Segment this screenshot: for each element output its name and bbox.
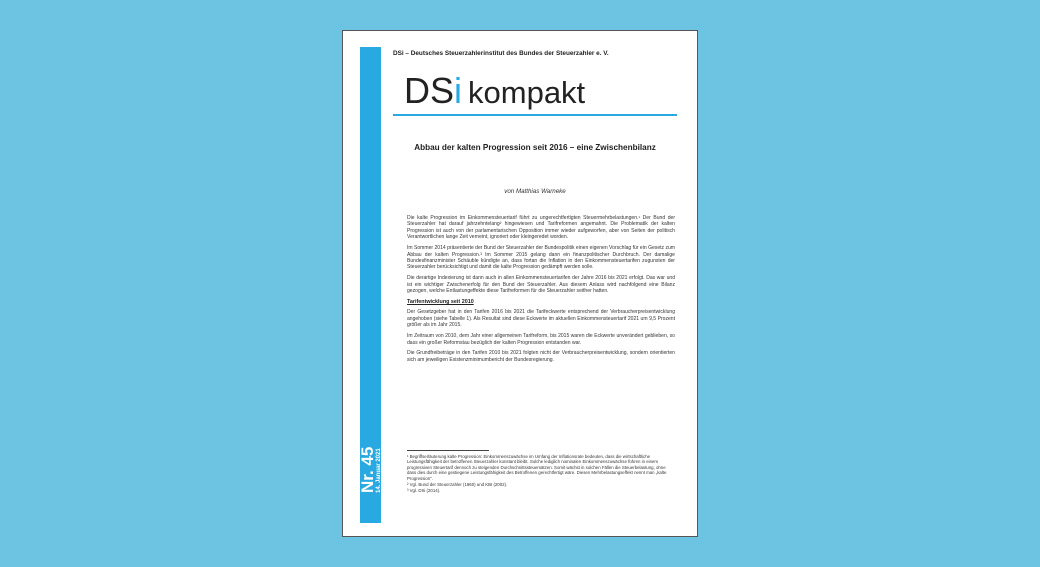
logo-ds: DS [404,70,455,111]
issue-number: Nr. 45 [358,446,377,493]
dsi-kompakt-logo [404,71,585,113]
paragraph: Im Zeitraum von 2010, dem Jahr einer allgemeinen Tarifreform, bis 2015 waren die Eckwerte unverändert geblieben, so dass ein großer Reformstau bezüglich der kalten Progression entstanden war. [407,333,675,346]
issue-date: 14. Januar 2021 [376,448,382,493]
footnote: ³ Vgl. DSi (2014). [407,488,441,494]
logo-i: i [454,70,463,111]
paragraph: Im Sommer 2014 präsentierte der Bund der Steuerzahler der Bundespolitik einen eigenen Vorschlag für ein Gesetz zum Abbau der kalten Progression.³ Im Sommer 2015 gelang dann ein finanzpolitischer Durchbruch. Der damalige Bundesfinanzminister Schäuble kündigte an, dass fortan die Inflation in den Einkommensteuertarifen zugunsten der Steuerzahler berücksichtigt und damit die kalte Progression gedämpft werden solle. [407,245,675,271]
footnote: ² Vgl. Bund der Steuerzahler (1960) und KBI (2002). [407,482,508,488]
paragraph: Die Grundfreibeträge in den Tarifen 2010 bis 2021 folgten nicht der Verbraucherpreisentwicklung, sondern orientierten sich am jeweiligen Existenzminimumbericht der Bundesregierung. [407,350,675,363]
issue-label [359,447,383,493]
paragraph: Der Gesetzgeber hat in den Tarifen 2016 bis 2021 die Tarifeckwerte entsprechend der Verbraucherpreisentwicklung angehoben (siehe Tabelle 1). Als Resultat sind diese Eckwerte im aktuellen Einkommensteuertarif 2021 um 9,5 Prozent größer als im Jahr 2015. [407,309,675,329]
document-title: Abbau der kalten Progression seit 2016 – eine Zwischenbilanz [414,143,656,152]
body-text [407,215,675,368]
footnote: ¹ Begriffserläuterung kalte Progression: Einkommenszuwächse im Umfang der Inflationsrate bedeuten, dass die wirtschaftliche Leistungsfähigkeit der betroffenen Steuerzahler konstant bleibt. Solche lediglich nominalen Einkommenszuwächse führen in einem progressiven Steuertarif dennoch zu steigenden Durchschnittssteuersätzen. Somit wächst in solchen Fällen die Steuerbelastung, ohne dass dies durch eine gestiegene Leistungsfähigkeit des Betroffenen gerechtfertigt wäre. Diesen Mehrbelastungseffekt nennt man „kalte Progression". [407,454,667,481]
logo-kompakt: kompakt [468,75,586,110]
paragraph: Die derartige Indexierung ist dann auch in allen Einkommensteuertarifen der Jahre 2016 bis 2021 erfolgt. Das war und ist ein wichtiger Zwischenerfolg für den Bund der Steuerzahler. Aus diesem Anlass wird nachfolgend eine Bilanz gezogen, welche Entlastungeffekte diese Tarifreformen für die Steuerzahler seither hatten. [407,275,675,295]
footnote-rule [407,450,489,451]
paragraph: Die kalte Progression im Einkommensteuertarif führt zu ungerechtfertigten Steuermehrbelastungen.¹ Der Bund der Steuerzahler hat darauf jahrzehntelang² hingewiesen und Tarifreformen angemahnt. Die Problematik der kalten Progression ist auch von der parlamentarischen Opposition immer wieder aufgeworfen, aber von Seiten der politisch Verantwortlichen lange Zeit verneint, ignoriert oder kleingeredet worden. [407,215,675,241]
header-rule [393,114,677,116]
author-line: von Matthias Warneke [504,188,566,195]
organization-name: DSi – Deutsches Steuerzahlerinstitut des Bundes der Steuerzahler e. V. [393,50,609,57]
footnotes [407,454,675,495]
document-page [342,30,698,537]
section-heading: Tarifentwicklung seit 2010 [407,298,474,305]
